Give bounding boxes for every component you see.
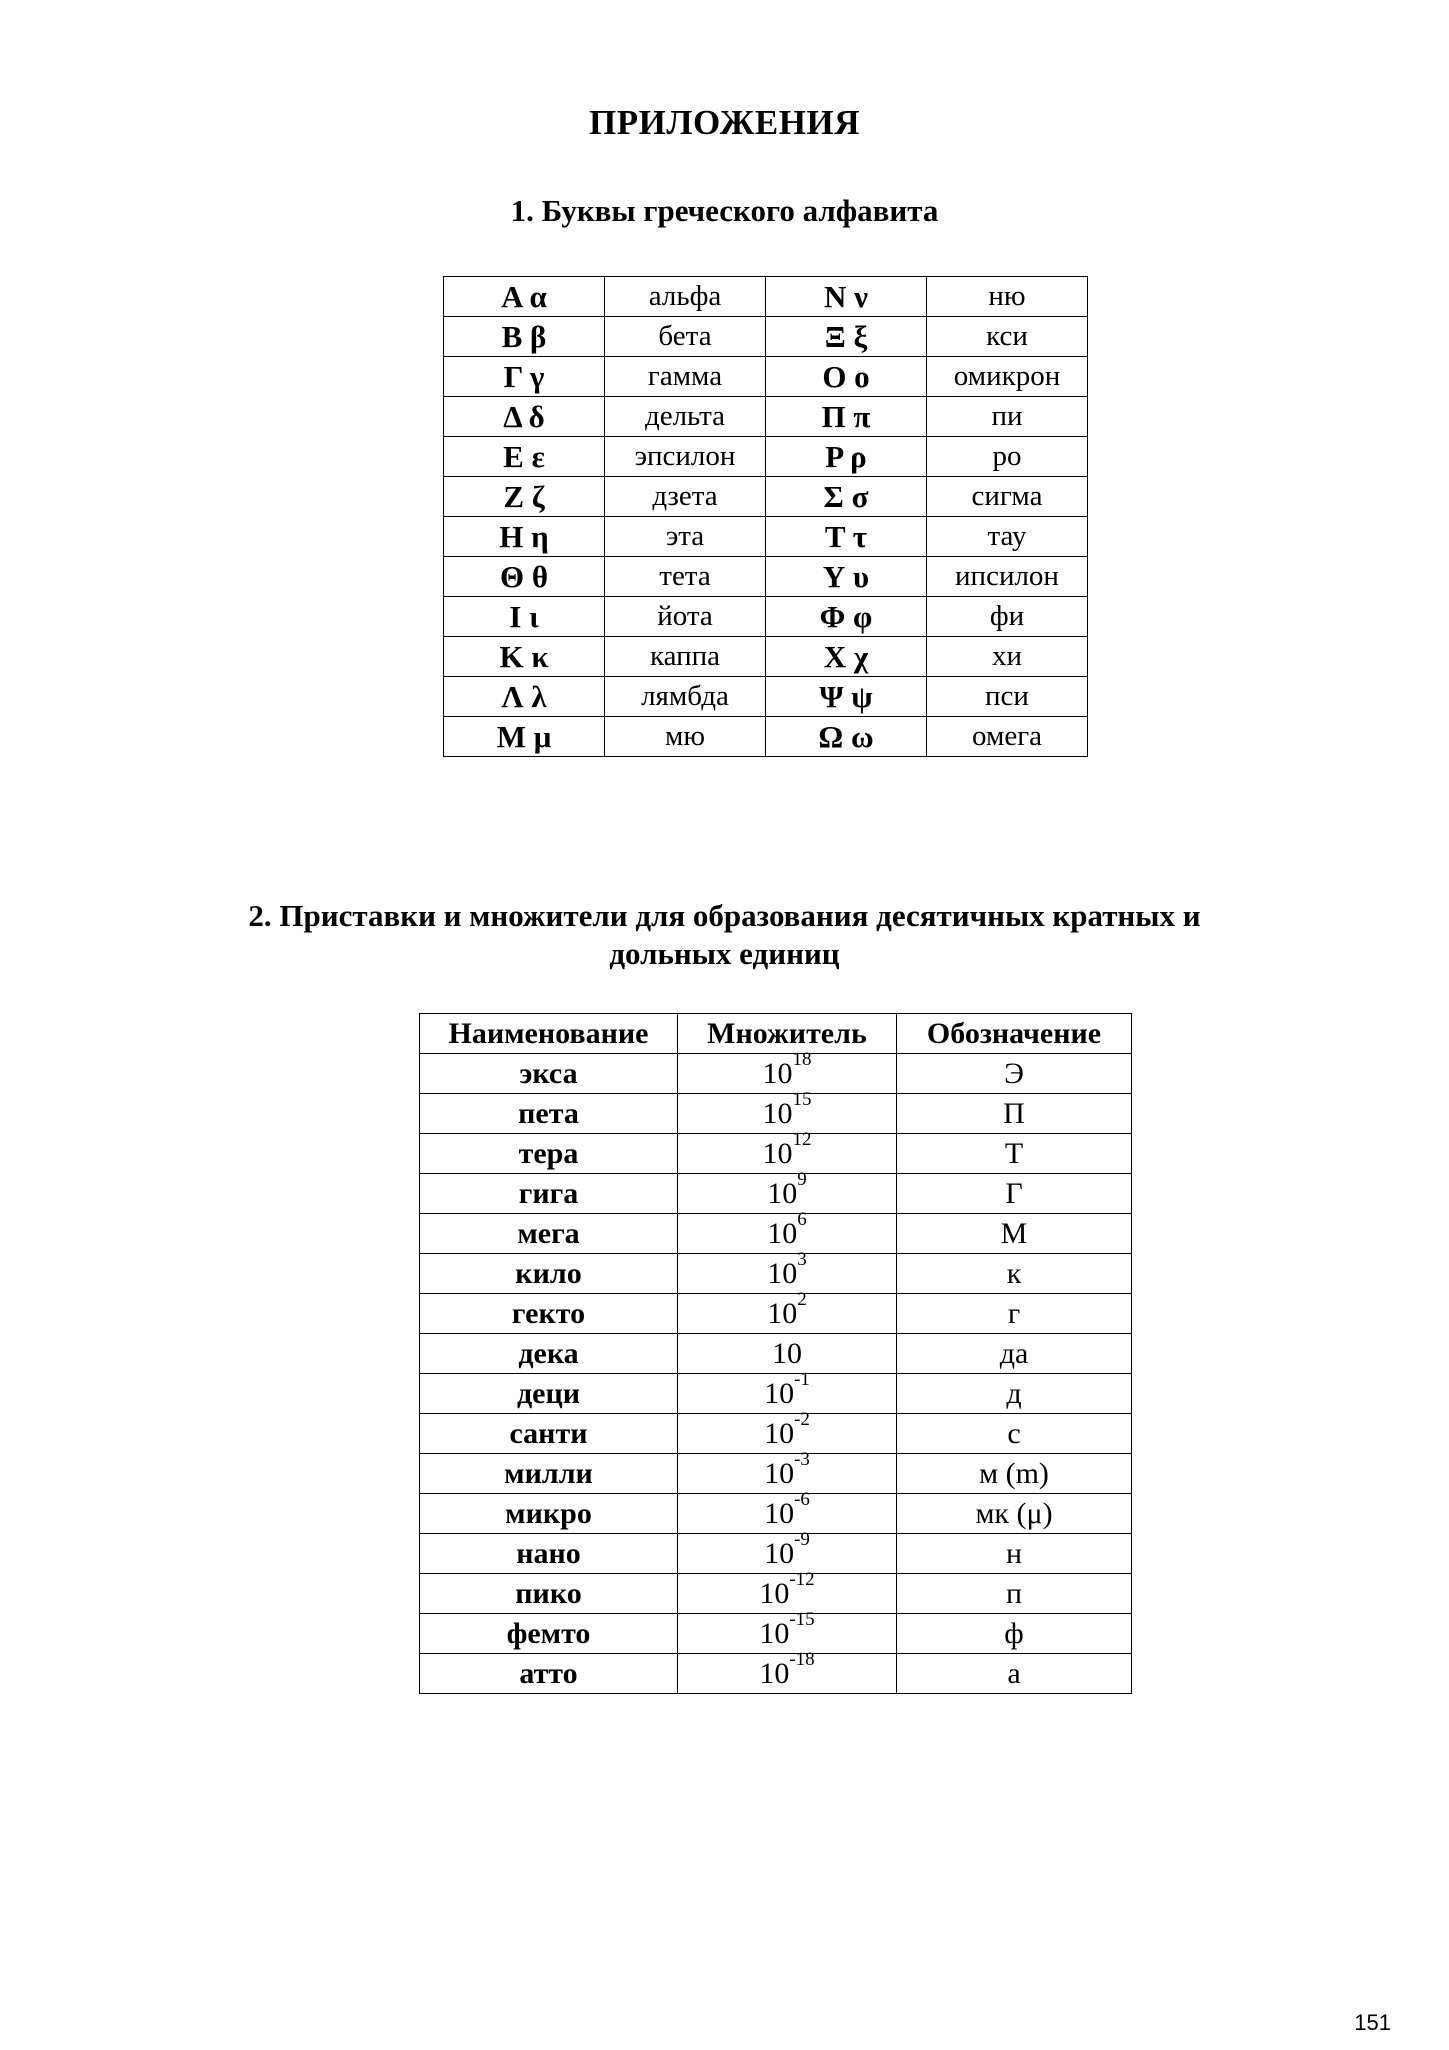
prefix-name-cell: нано [420,1534,678,1574]
prefix-multiplier-cell [678,1609,897,1654]
header-symbol: Обозначение [897,1014,1132,1054]
multiplier-exponent: 9 [797,1169,807,1190]
greek-name-cell: дзета [605,477,766,517]
multiplier-base: 10 [767,1257,798,1290]
prefix-name-cell: гига [420,1174,678,1214]
prefix-name-cell: милли [420,1454,678,1494]
multiplier-base: 10 [762,1137,793,1170]
prefix-multiplier-cell [678,1449,897,1494]
prefix-name-cell: атто [420,1654,678,1694]
prefix-multiplier-cell [678,1209,897,1254]
greek-table-body [444,277,1088,757]
multiplier-base: 10 [764,1457,795,1490]
greek-alphabet-table [443,276,1088,757]
multiplier-base: 10 [764,1497,795,1530]
prefix-symbol-cell: с [897,1414,1132,1454]
greek-letter-cell: Π π [766,397,927,437]
table-row [420,1614,1132,1654]
greek-name-cell: омикрон [927,357,1088,397]
multiplier-base: 10 [759,1617,790,1650]
multiplier-exponent: -1 [794,1369,810,1390]
greek-letter-cell: Χ χ [766,637,927,677]
prefix-multiplier-cell [678,1409,897,1454]
greek-letter-cell: Μ μ [444,717,605,757]
multiplier-exponent: -15 [789,1609,815,1630]
multiplier-exponent: -6 [794,1489,810,1510]
multiplier-base: 10 [772,1337,802,1370]
table-row [420,1374,1132,1414]
prefix-multiplier-cell [678,1169,897,1214]
multiplier-base: 10 [764,1377,795,1410]
greek-letter-cell: Θ θ [444,557,605,597]
greek-name-cell: фи [927,597,1088,637]
greek-letter-cell: Υ υ [766,557,927,597]
prefix-symbol-cell: Г [897,1174,1132,1214]
table-row [420,1414,1132,1454]
multiplier-base: 10 [759,1657,790,1690]
greek-name-cell: мю [605,717,766,757]
greek-name-cell: ро [927,437,1088,477]
prefix-name-cell: санти [420,1414,678,1454]
table-row [444,277,1088,317]
greek-name-cell: эта [605,517,766,557]
greek-letter-cell: Ρ ρ [766,437,927,477]
prefix-symbol-cell: П [897,1094,1132,1134]
prefix-name-cell: пета [420,1094,678,1134]
page-number: 151 [1354,2010,1391,2035]
prefix-name-cell: кило [420,1254,678,1294]
greek-letter-cell: Σ σ [766,477,927,517]
prefix-symbol-cell: а [897,1654,1132,1694]
table-row [444,317,1088,357]
prefix-multiplier-cell [678,1649,897,1694]
section-title-greek: 1. Буквы греческого алфавита [510,193,939,228]
multiplier-exponent: -12 [789,1569,815,1590]
multiplier-exponent: 2 [797,1289,807,1310]
prefix-symbol-cell: д [897,1374,1132,1414]
multiplier-exponent: 12 [792,1129,812,1150]
prefix-table [419,1013,1132,1694]
prefix-name-cell: деци [420,1374,678,1414]
greek-letter-cell: Β β [444,317,605,357]
prefix-symbol-cell: к [897,1254,1132,1294]
table-row [444,597,1088,637]
greek-letter-cell: Ω ω [766,717,927,757]
greek-name-cell: хи [927,637,1088,677]
prefix-multiplier-cell [678,1334,897,1374]
multiplier-base: 10 [764,1417,795,1450]
greek-letter-cell: Ζ ζ [444,477,605,517]
table-row [420,1054,1132,1094]
greek-name-cell: ню [927,277,1088,317]
greek-name-cell: лямбда [605,677,766,717]
greek-letter-cell: Ε ε [444,437,605,477]
prefix-multiplier-cell [678,1289,897,1334]
table-row [420,1454,1132,1494]
table-row [420,1494,1132,1534]
greek-name-cell: бета [605,317,766,357]
greek-name-cell: тау [927,517,1088,557]
greek-name-cell: ипсилон [927,557,1088,597]
table-row [444,397,1088,437]
multiplier-base: 10 [764,1537,795,1570]
greek-name-cell: каппа [605,637,766,677]
prefix-name-cell: фемто [420,1614,678,1654]
multiplier-exponent: 15 [792,1089,812,1110]
section-title-line-1: 2. Приставки и множители для образования десятичных кратных и [248,898,1201,933]
greek-name-cell: дельта [605,397,766,437]
prefix-name-cell: тера [420,1134,678,1174]
greek-letter-cell: Ο ο [766,357,927,397]
greek-name-cell: эпсилон [605,437,766,477]
prefix-symbol-cell: мк (μ) [897,1494,1132,1534]
table-row [444,357,1088,397]
multiplier-exponent: -2 [794,1409,810,1430]
greek-letter-cell: Η η [444,517,605,557]
multiplier-exponent: -9 [794,1529,810,1550]
multiplier-base: 10 [767,1177,798,1210]
prefix-multiplier-cell [678,1249,897,1294]
prefix-symbol-cell: Э [897,1054,1132,1094]
table-row [420,1254,1132,1294]
multiplier-base: 10 [759,1577,790,1610]
table-row [420,1134,1132,1174]
multiplier-exponent: 6 [797,1209,807,1230]
table-row [420,1334,1132,1374]
greek-name-cell: гамма [605,357,766,397]
multiplier-base: 10 [767,1297,798,1330]
table-row [420,1294,1132,1334]
prefix-multiplier-cell [678,1569,897,1614]
greek-letter-cell: Λ λ [444,677,605,717]
greek-letter-cell: Φ φ [766,597,927,637]
greek-letter-cell: Ψ ψ [766,677,927,717]
prefix-table-body [420,1049,1132,1694]
greek-letter-cell: Α α [444,277,605,317]
table-row [420,1214,1132,1254]
prefix-multiplier-cell [678,1369,897,1414]
multiplier-exponent: 3 [797,1249,807,1270]
table-row [444,717,1088,757]
table-row [444,637,1088,677]
page-title: ПРИЛОЖЕНИЯ [589,103,860,142]
greek-letter-cell: Ι ι [444,597,605,637]
prefix-name-cell: гекто [420,1294,678,1334]
prefix-symbol-cell: г [897,1294,1132,1334]
greek-name-cell: сигма [927,477,1088,517]
table-row [420,1654,1132,1694]
section-title-prefixes [0,897,1449,973]
multiplier-exponent: -18 [789,1649,815,1670]
greek-name-cell: омега [927,717,1088,757]
prefix-symbol-cell: Т [897,1134,1132,1174]
prefix-multiplier-cell [678,1489,897,1534]
multiplier-base: 10 [762,1097,793,1130]
header-multiplier: Множитель [678,1014,897,1054]
prefix-name-cell: дека [420,1334,678,1374]
prefix-symbol-cell: н [897,1534,1132,1574]
greek-name-cell: йота [605,597,766,637]
prefix-name-cell: экса [420,1054,678,1094]
table-row [444,677,1088,717]
table-row [420,1574,1132,1614]
prefix-symbol-cell: да [897,1334,1132,1374]
prefix-table-header-row [420,1014,1132,1054]
prefix-symbol-cell: м (m) [897,1454,1132,1494]
greek-letter-cell: Ν ν [766,277,927,317]
greek-name-cell: тета [605,557,766,597]
header-name: Наименование [420,1014,678,1054]
prefix-symbol-cell: ф [897,1614,1132,1654]
multiplier-base: 10 [767,1217,798,1250]
table-row [444,517,1088,557]
prefix-multiplier-cell [678,1529,897,1574]
greek-name-cell: кси [927,317,1088,357]
prefix-name-cell: мега [420,1214,678,1254]
table-row [420,1534,1132,1574]
greek-name-cell: пси [927,677,1088,717]
multiplier-base: 10 [762,1057,793,1090]
prefix-name-cell: микро [420,1494,678,1534]
greek-letter-cell: Ξ ξ [766,317,927,357]
prefix-symbol-cell: п [897,1574,1132,1614]
prefix-symbol-cell: М [897,1214,1132,1254]
prefix-multiplier-cell [678,1049,897,1094]
prefix-multiplier-cell [678,1129,897,1174]
greek-name-cell: альфа [605,277,766,317]
table-row [444,477,1088,517]
multiplier-exponent: 18 [792,1049,812,1070]
greek-letter-cell: Κ κ [444,637,605,677]
prefix-name-cell: пико [420,1574,678,1614]
table-row [420,1094,1132,1134]
greek-letter-cell: Γ γ [444,357,605,397]
prefix-multiplier-cell [678,1089,897,1134]
table-row [420,1174,1132,1214]
greek-name-cell: пи [927,397,1088,437]
multiplier-exponent: -3 [794,1449,810,1470]
table-row [444,437,1088,477]
table-row [444,557,1088,597]
section-title-line-2: дольных единиц [609,936,840,971]
greek-letter-cell: Δ δ [444,397,605,437]
greek-letter-cell: Τ τ [766,517,927,557]
